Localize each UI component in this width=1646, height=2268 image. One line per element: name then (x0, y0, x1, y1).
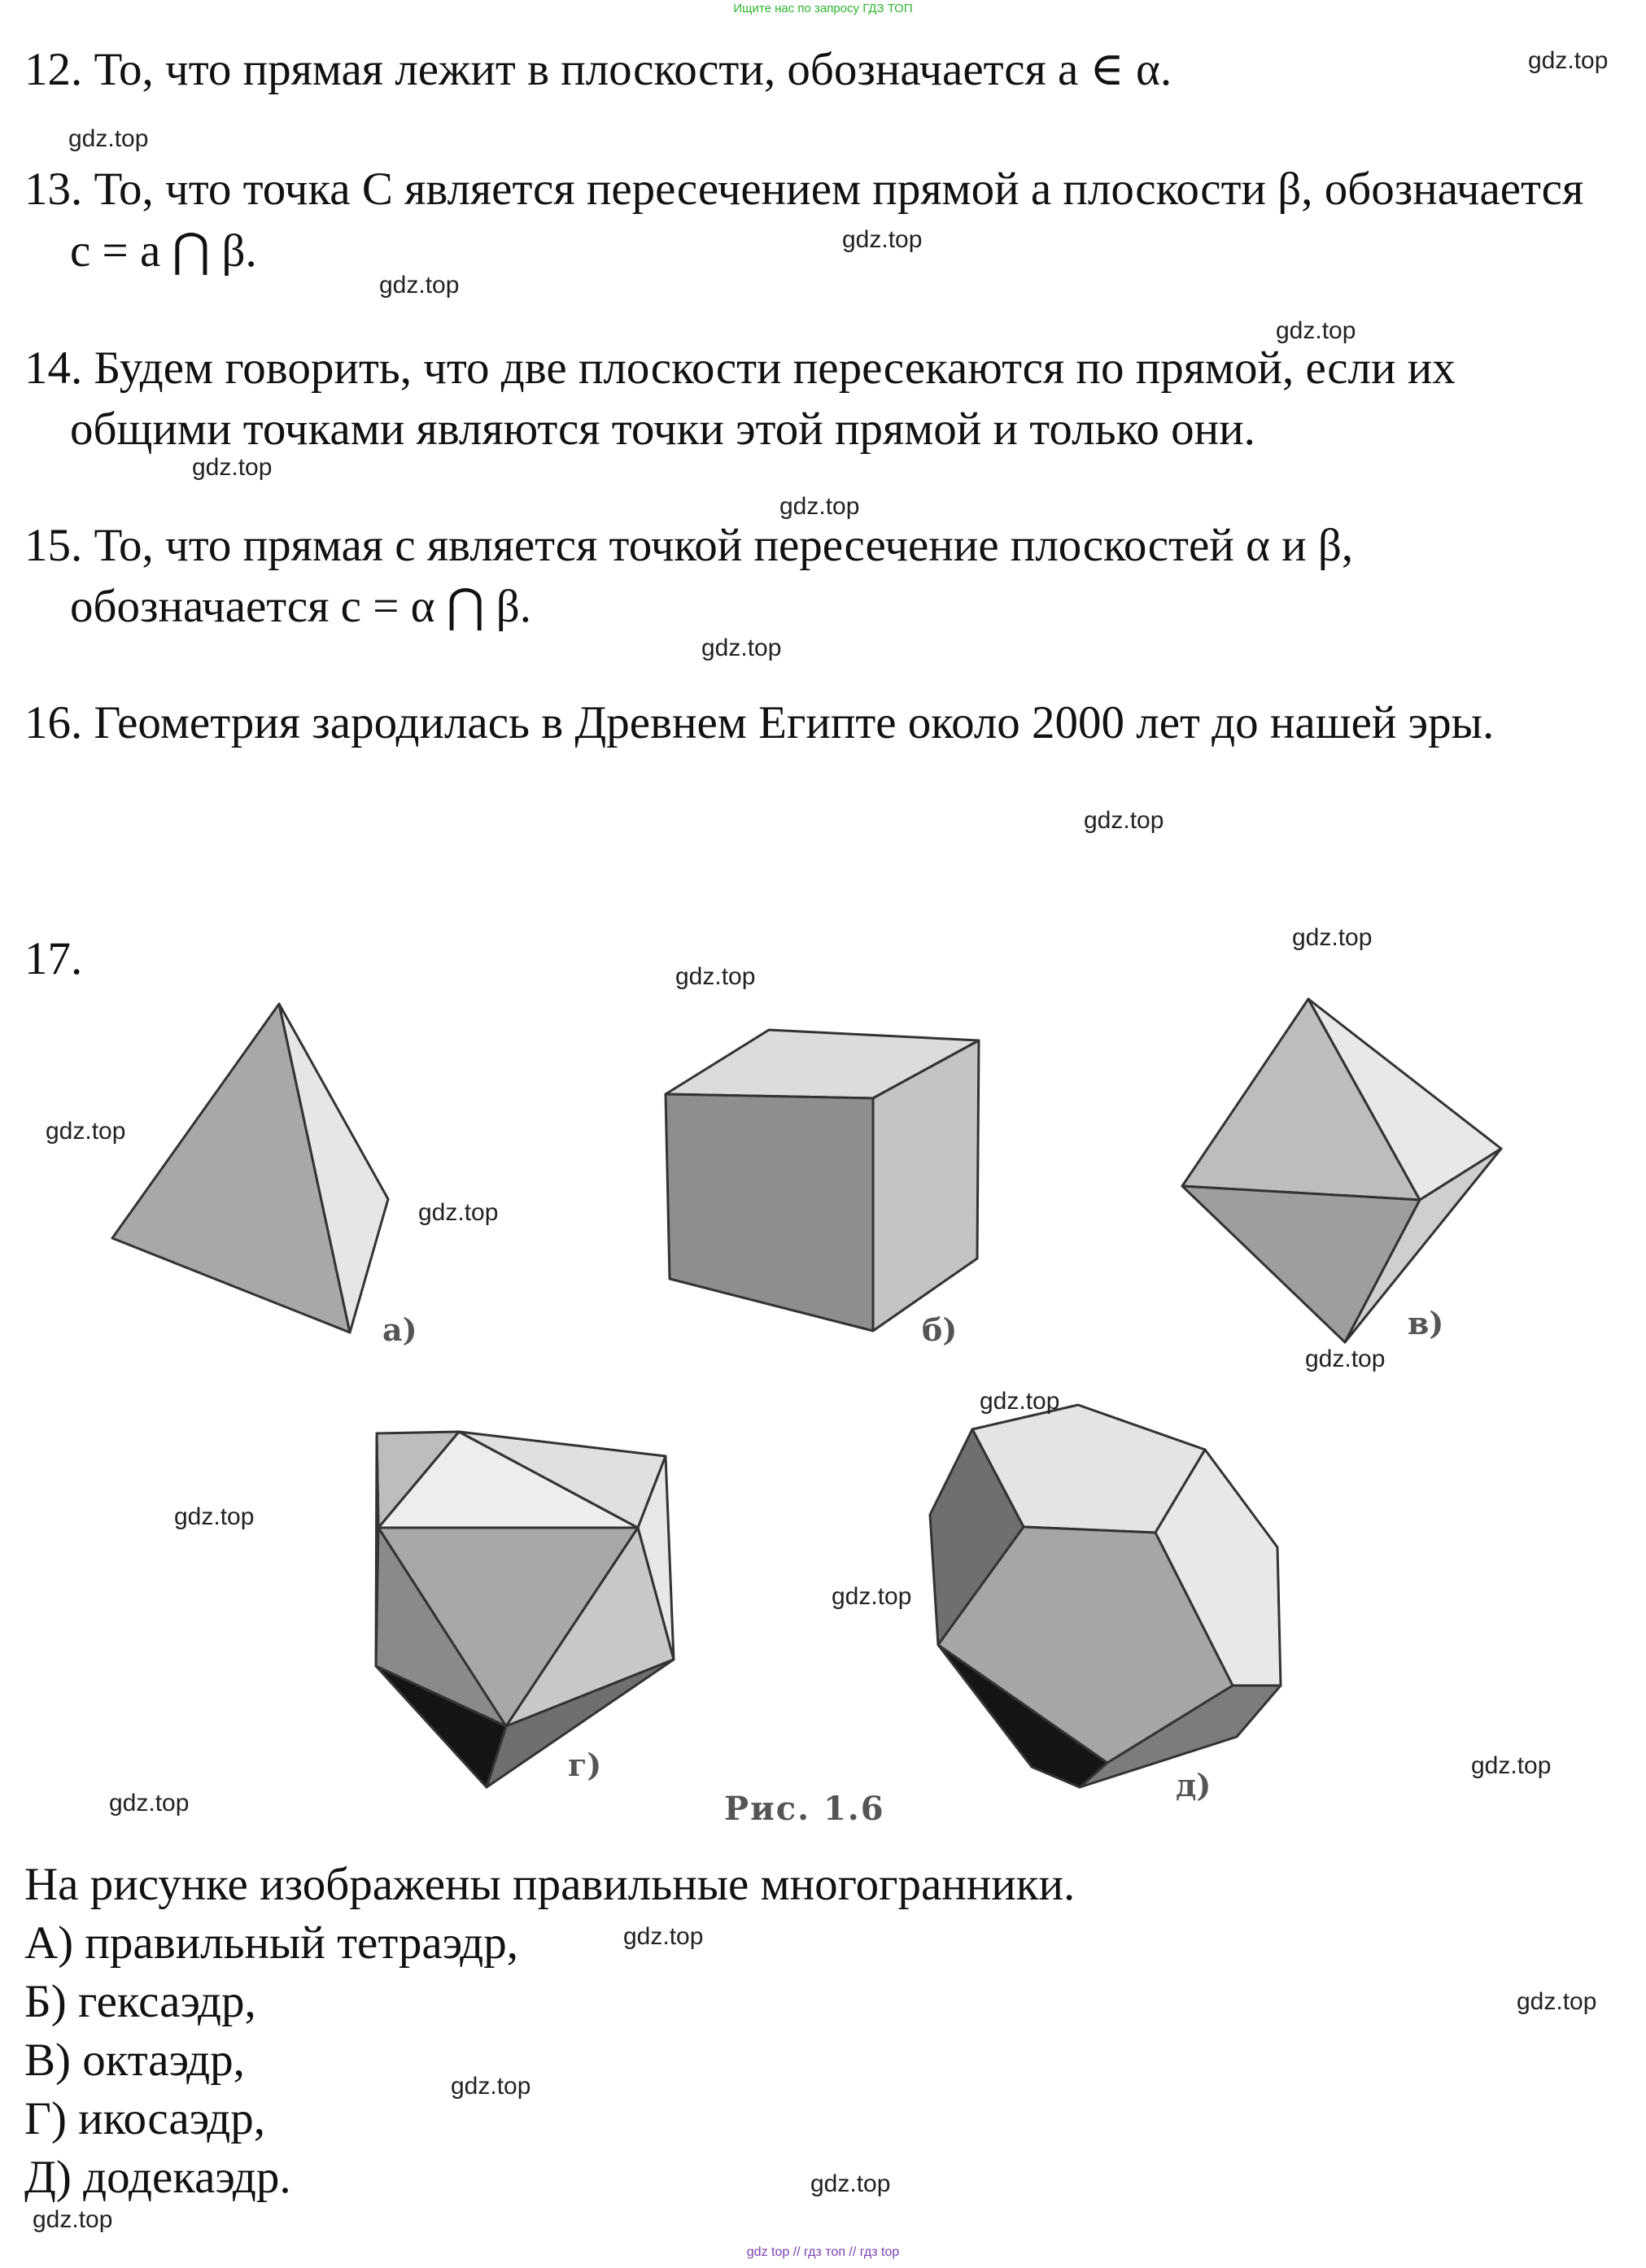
item-12: 12. То, что прямая лежит в плоскости, обозначается а ∈ α. (24, 44, 1172, 95)
watermark: gdz.top (1276, 317, 1356, 344)
item-16: 16. Геометрия зародилась в Древнем Египте около 2000 лет до нашей эры. (24, 697, 1495, 748)
watermark: gdz.top (68, 125, 149, 152)
answer-item-b: Б) гексаэдр, (24, 1976, 256, 2027)
watermark: gdz.top (451, 2073, 531, 2100)
bottom-banner[interactable]: gdz top // гдз топ // гдз top (746, 2245, 900, 2259)
label-b: б) (922, 1311, 958, 1348)
item-15: 15. То, что прямая с является точкой пересечение плоскостей α и β, (24, 520, 1354, 571)
answer-item-d: Д) додекаэдр. (24, 2152, 291, 2203)
label-v: в) (1408, 1305, 1444, 1341)
watermark: gdz.top (174, 1503, 255, 1530)
label-d: д) (1176, 1767, 1212, 1803)
item-17: 17. (24, 933, 83, 984)
item-13-cont: с = а ⋂ β. (70, 225, 257, 277)
item-13: 13. То, что точка С является пересечением прямой а плоскости β, обозначается (24, 164, 1584, 215)
watermark: gdz.top (980, 1388, 1060, 1415)
item-15-cont: обозначается с = α ⋂ β. (70, 581, 531, 632)
label-g: г) (568, 1747, 602, 1783)
item-14-cont: общими точками являются точки этой прямой и только они. (70, 403, 1255, 455)
watermark: gdz.top (832, 1583, 912, 1610)
watermark: gdz.top (192, 454, 273, 481)
watermark: gdz.top (33, 2206, 113, 2233)
figure-caption: Рис. 1.6 (724, 1790, 885, 1828)
watermark: gdz.top (1517, 1988, 1597, 2015)
watermark: gdz.top (46, 1118, 126, 1145)
watermark: gdz.top (418, 1199, 499, 1226)
watermark: gdz.top (1471, 1752, 1552, 1779)
item-14: 14. Будем говорить, что две плоскости пересекаются по прямой, если их (24, 342, 1456, 394)
answer-item-a: А) правильный тетраэдр, (24, 1917, 518, 1969)
watermark: gdz.top (379, 272, 460, 299)
label-a: а) (382, 1311, 417, 1348)
answer-item-g: Г) икосаэдр, (24, 2093, 265, 2144)
watermark: gdz.top (1292, 924, 1373, 951)
answer-item-v: В) октаэдр, (24, 2035, 245, 2086)
watermark: gdz.top (779, 493, 860, 520)
watermark: gdz.top (701, 635, 782, 661)
watermark: gdz.top (623, 1923, 704, 1950)
dodecahedron-icon (24, 986, 1408, 1881)
watermark: gdz.top (1305, 1346, 1386, 1372)
watermark: gdz.top (842, 226, 923, 253)
watermark: gdz.top (675, 963, 756, 990)
polyhedra-figure (24, 986, 1554, 1848)
top-banner[interactable]: Ищите нас по запросу ГДЗ ТОП (733, 2, 913, 15)
watermark: gdz.top (109, 1790, 190, 1817)
answer-intro: На рисунке изображены правильные многогранники. (24, 1859, 1076, 1910)
watermark: gdz.top (1528, 47, 1609, 74)
watermark: gdz.top (1084, 807, 1164, 834)
watermark: gdz.top (810, 2170, 891, 2197)
